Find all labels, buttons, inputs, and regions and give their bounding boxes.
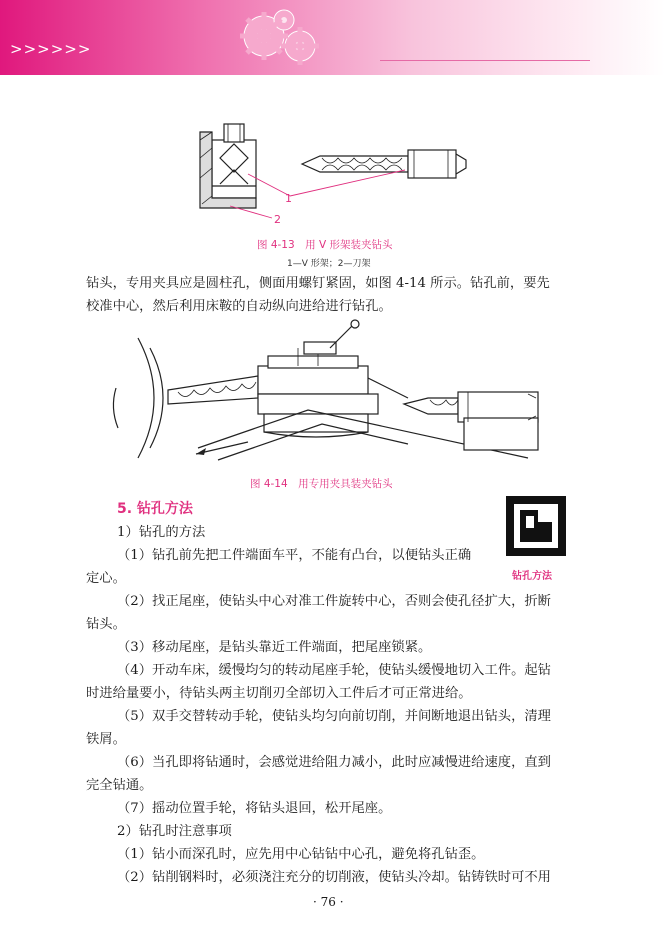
figure-4-13-label-1: 1 — [285, 192, 292, 205]
step-line: 钻头。 — [86, 617, 126, 632]
step-line: 铁屑。 — [86, 732, 126, 747]
figure-4-14-caption: 图 4-14 用专用夹具装夹钻头 — [250, 478, 393, 490]
subsection-2-heading: 2）钻孔时注意事项 — [117, 824, 232, 839]
step-line: （1）钻孔前先把工件端面车平，不能有凸台，以便钻头正确 — [117, 548, 472, 563]
figure-4-13-subcaption: 1—V 形架；2—刀架 — [287, 259, 371, 269]
qr-code-icon[interactable] — [506, 496, 566, 556]
step-line: 完全钻通。 — [86, 778, 153, 793]
subsection-1-heading: 1）钻孔的方法 — [117, 525, 206, 540]
note-line: （1）钻小而深孔时，应先用中心钻钻中心孔，避免将孔钻歪。 — [117, 847, 485, 862]
intro-line-1: 钻头，专用夹具应是圆柱孔，侧面用螺钉紧固，如图 4-14 所示。钻孔前，要先 — [86, 276, 550, 291]
chapter-arrows: >>>>>> — [10, 40, 92, 58]
step-line: （2）找正尾座，使钻头中心对准工件旋转中心，否则会使孔径扩大，折断 — [117, 594, 551, 609]
figure-4-14-drawing — [108, 318, 568, 473]
figure-4-13-label-2: 2 — [274, 213, 281, 226]
section-title: 5. 钻孔方法 — [117, 501, 193, 517]
intro-line-2: 校准中心，然后利用床鞍的自动纵向进给进行钻孔。 — [86, 299, 392, 314]
step-line: 定心。 — [86, 571, 126, 586]
step-line: 时进给量要小，待钻头两主切削刃全部切入工件后才可正常进给。 — [86, 686, 472, 701]
step-line: （6）当孔即将钻通时，会感觉进给阻力减小，此时应减慢进给速度，直到 — [117, 755, 551, 770]
figure-4-13-drawing — [190, 118, 480, 233]
step-line: （3）移动尾座，是钻头靠近工件端面，把尾座锁紧。 — [117, 640, 432, 655]
gears-icon — [226, 6, 336, 72]
page-header-band — [0, 0, 665, 75]
qr-code-label[interactable]: 钻孔方法 — [512, 571, 552, 582]
header-rule — [380, 60, 590, 61]
step-line: （4）开动车床，缓慢均匀的转动尾座手轮，使钻头缓慢地切入工件。起钻 — [117, 663, 551, 678]
step-line: （7）摇动位置手轮，将钻头退回，松开尾座。 — [117, 801, 392, 816]
page-number: · 76 · — [313, 895, 344, 909]
step-line: （5）双手交替转动手轮，使钻头均匀向前切削，并间断地退出钻头，清理 — [117, 709, 551, 724]
note-line: （2）钻削钢料时，必须浇注充分的切削液，使钻头冷却。钻铸铁时可不用 — [117, 870, 551, 885]
figure-4-13-caption: 图 4-13 用 V 形架装夹钻头 — [257, 239, 393, 251]
